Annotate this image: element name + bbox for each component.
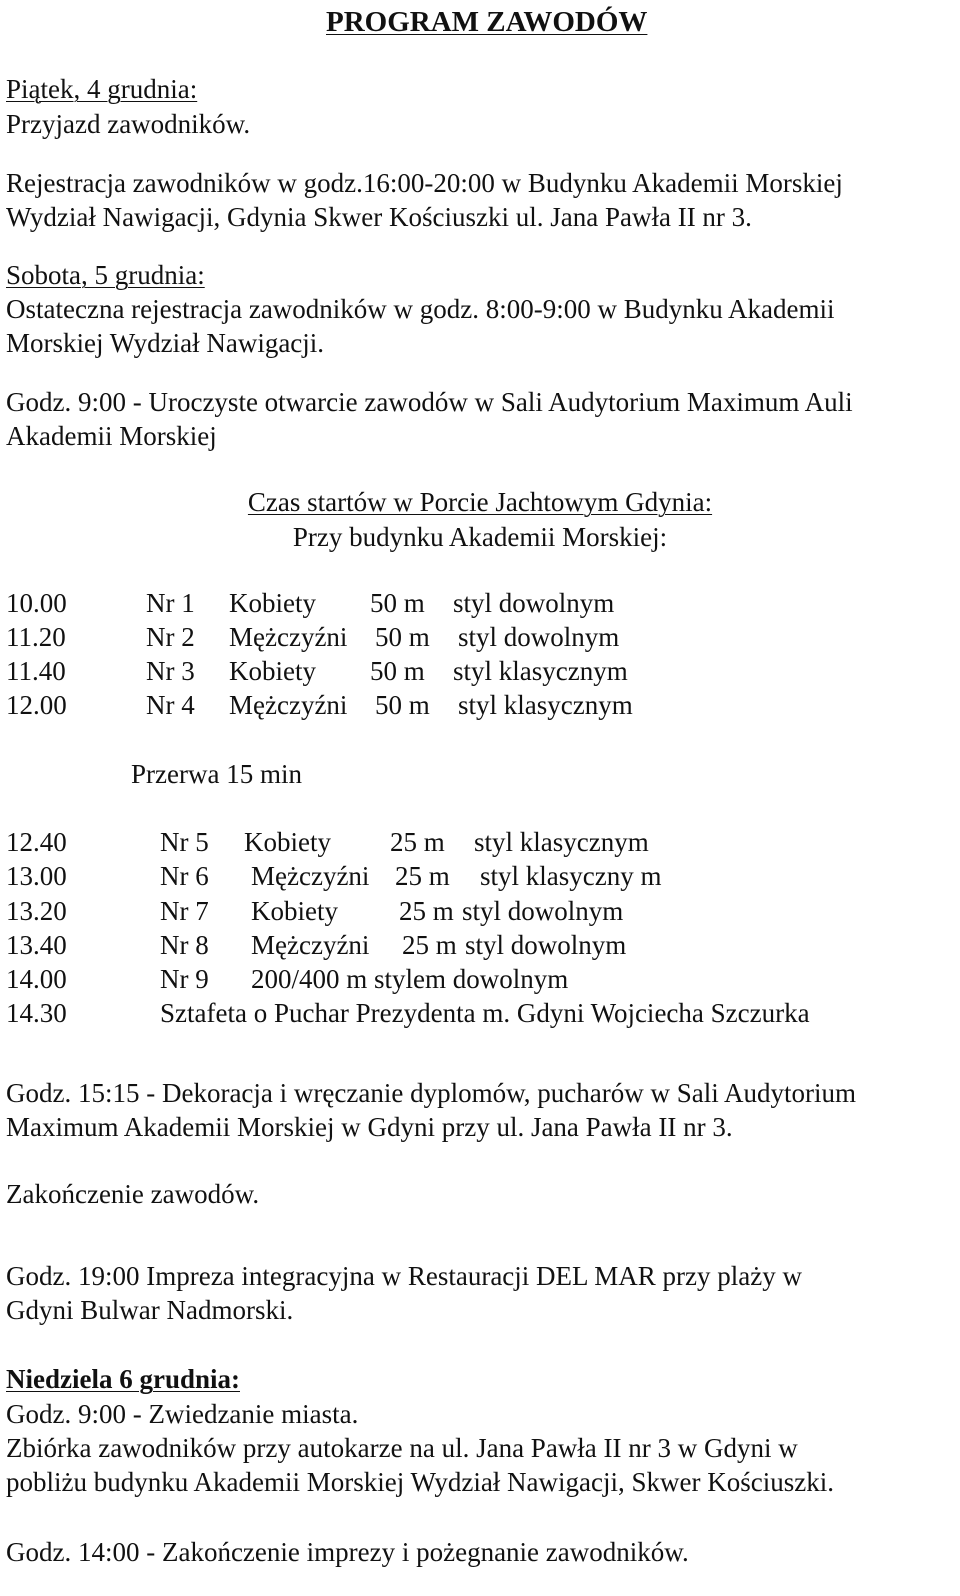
closing-note: Zakończenie zawodów. [6, 1179, 260, 1209]
saturday-final-registration-line-1: Ostateczna rejestracja zawodników w godz. 8:00-9:00 w Budynku Akademii [6, 294, 835, 324]
friday-registration-line-2: Wydział Nawigacji, Gdynia Skwer Kościuszki ul. Jana Pawła II nr 3. [6, 202, 752, 232]
friday-registration-line-1: Rejestracja zawodników w godz.16:00-20:00 w Budynku Akademii Morskiej [6, 168, 843, 198]
relay-time: 14.30 [6, 998, 67, 1028]
race-time: 13.00 [6, 861, 67, 891]
party-line-2: Gdyni Bulwar Nadmorski. [6, 1295, 294, 1325]
race-category: Mężczyźni [251, 930, 370, 960]
race-time: 11.40 [6, 656, 66, 686]
race-category: Mężczyźni [229, 690, 348, 720]
saturday-opening-line-1: Godz. 9:00 - Uroczyste otwarcie zawodów w Sali Audytorium Maximum Auli [6, 387, 853, 417]
saturday-final-registration-line-2: Morskiej Wydział Nawigacji. [6, 328, 325, 358]
break-note: Przerwa 15 min [131, 759, 302, 789]
race-number: Nr 9 [160, 964, 209, 994]
race-number: Nr 3 [146, 656, 195, 686]
race-style: styl klasyczny m [480, 861, 662, 891]
race-category: Kobiety [244, 827, 331, 857]
race-time: 13.40 [6, 930, 67, 960]
starts-heading-line-2: Przy budynku Akademii Morskiej: [292, 522, 668, 552]
race-number: Nr 5 [160, 827, 209, 857]
race-style: styl dowolnym [462, 896, 624, 926]
ceremony-line-2: Maximum Akademii Morskiej w Gdyni przy ul. Jana Pawła II nr 3. [6, 1112, 733, 1142]
race-style: styl klasycznym [458, 690, 633, 720]
race-time: 14.00 [6, 964, 67, 994]
race-distance: 25 m [395, 861, 450, 891]
friday-heading: Piątek, 4 grudnia: [6, 74, 198, 104]
race-number: Nr 8 [160, 930, 209, 960]
sunday-meeting-line-2: pobliżu budynku Akademii Morskiej Wydział Nawigacji, Skwer Kościuszki. [6, 1467, 834, 1497]
race-category: Kobiety [251, 896, 338, 926]
race-time: 11.20 [6, 622, 66, 652]
sunday-meeting-line-1: Zbiórka zawodników przy autokarze na ul. Jana Pawła II nr 3 w Gdyni w [6, 1433, 798, 1463]
saturday-opening-line-2: Akademii Morskiej [6, 421, 217, 451]
sunday-sightseeing: Godz. 9:00 - Zwiedzanie miasta. [6, 1399, 359, 1429]
race-category: Mężczyźni [251, 861, 370, 891]
race-distance: 50 m [375, 622, 430, 652]
race-style: styl dowolnym [465, 930, 627, 960]
race-distance: 50 m [375, 690, 430, 720]
starts-heading-line-1: Czas startów w Porcie Jachtowym Gdynia: [247, 487, 713, 517]
race-time: 12.00 [6, 690, 67, 720]
race-number: Nr 1 [146, 588, 195, 618]
relay-description: Sztafeta o Puchar Prezydenta m. Gdyni Wojciecha Szczurka [160, 998, 810, 1028]
race-style: styl dowolnym [458, 622, 620, 652]
race-distance: 25 m [399, 896, 454, 926]
race-distance: 25 m [402, 930, 457, 960]
race-style: styl dowolnym [453, 588, 615, 618]
race-time: 13.20 [6, 896, 67, 926]
race-number: Nr 6 [160, 861, 209, 891]
race-number: Nr 4 [146, 690, 195, 720]
race-category: Mężczyźni [229, 622, 348, 652]
race-category: Kobiety [229, 656, 316, 686]
race-category: Kobiety [229, 588, 316, 618]
race-time: 12.40 [6, 827, 67, 857]
party-line-1: Godz. 19:00 Impreza integracyjna w Restauracji DEL MAR przy plaży w [6, 1261, 802, 1291]
race-style: styl klasycznym [474, 827, 649, 857]
sunday-heading: Niedziela 6 grudnia: [6, 1364, 240, 1394]
sunday-farewell: Godz. 14:00 - Zakończenie imprezy i pożegnanie zawodników. [6, 1537, 689, 1567]
saturday-heading: Sobota, 5 grudnia: [6, 260, 205, 290]
race-time: 10.00 [6, 588, 67, 618]
race-distance: 50 m [370, 656, 425, 686]
race-number: Nr 7 [160, 896, 209, 926]
race-distance: 25 m [390, 827, 445, 857]
ceremony-line-1: Godz. 15:15 - Dekoracja i wręczanie dyplomów, pucharów w Sali Audytorium [6, 1078, 857, 1108]
race-description: 200/400 m stylem dowolnym [251, 964, 569, 994]
friday-arrival: Przyjazd zawodników. [6, 109, 251, 139]
race-distance: 50 m [370, 588, 425, 618]
page-title: PROGRAM ZAWODÓW [326, 6, 648, 38]
race-style: styl klasycznym [453, 656, 628, 686]
race-number: Nr 2 [146, 622, 195, 652]
